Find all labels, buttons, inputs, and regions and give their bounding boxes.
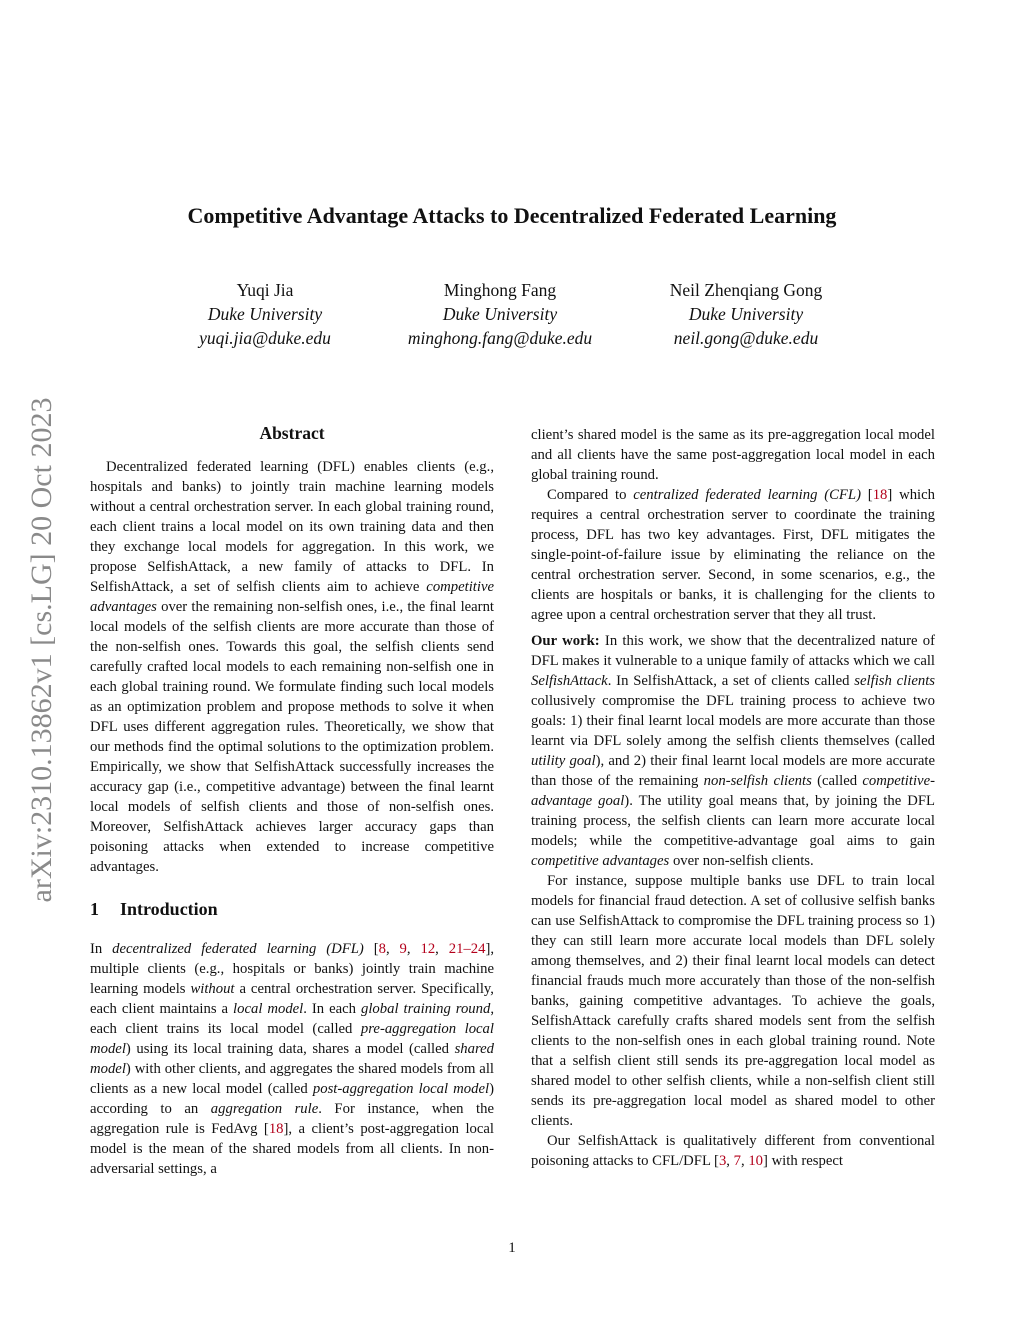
author-affiliation: Duke University <box>688 304 804 324</box>
left-column <box>90 423 494 1179</box>
author-affiliation: Duke University <box>442 304 558 324</box>
author-email[interactable]: minghong.fang@duke.edu <box>407 328 593 348</box>
author-3 <box>616 278 876 350</box>
author-name: Yuqi Jia <box>236 280 294 300</box>
author-1 <box>135 278 395 350</box>
citation-link[interactable]: 12 <box>420 941 436 957</box>
page-number: 1 <box>508 1240 516 1256</box>
paragraph: client’s shared model is the same as its pre-aggregation local model and all clients have the same post-aggregation local model in each global training round. <box>531 427 935 483</box>
citation-link[interactable]: 21–24 <box>448 941 486 957</box>
intro-paragraph: In decentralized federated learning (DFL) [8, 9, 12, 21–24], multiple clients (e.g., hospitals or banks) jointly train machine learning models without a central orchestration server. Specifically, each client maintains a local model. In each global training round, each client trains its local model (called pre-aggregation local model) using its local training data, shares a model (called shared model) with other clients, and aggregates the shared models from all clients as a new local model (called post-aggregation local model) according to an aggregation rule. For instance, when the aggregation rule is FedAvg [18], a client’s post-aggregation local model is the mean of the shared models from all clients. In non-adversarial settings, a <box>90 941 495 1177</box>
citation-link[interactable]: 18 <box>268 1121 284 1137</box>
author-name: Minghong Fang <box>443 280 557 300</box>
author-email[interactable]: neil.gong@duke.edu <box>673 328 819 348</box>
author-affiliation: Duke University <box>207 304 323 324</box>
citation-link[interactable]: 10 <box>748 1153 764 1169</box>
citation-link[interactable]: 18 <box>872 487 888 503</box>
paragraph: Compared to centralized federated learning (CFL) [18] which requires a central orchestration server to coordinate the training process, DFL has two key advantages. First, DFL mitigates the single-point-of-failure issue by eliminating the reliance on the central orchestration server. Second, in some scenarios, e.g., the clients are hospitals or banks, it is challenging for the clients to agree upon a central orchestration server that they all trust. <box>531 487 935 623</box>
paragraph: Our work: In this work, we show that the decentralized nature of DFL makes it vulnerable to a unique family of attacks which we call SelfishAttack. In SelfishAttack, a set of clients called selfish clients collusively compromise the DFL training process to achieve two goals: 1) their final learnt local models are more accurate than those learnt via DFL solely among the selfish clients themselves (called utility goal), and 2) their final learnt local models are more accurate than those of the remaining non-selfish clients (called competitive-advantage goal). The utility goal means that, by joining the DFL training process, the selfish clients can learn more accurate local models; while the competitive-advantage goal aims to gain competitive advantages over non-selfish clients. <box>531 633 935 869</box>
arxiv-stamp[interactable]: arXiv:2310.13862v1 [cs.LG] 20 Oct 2023 <box>25 397 58 903</box>
paragraph: Our SelfishAttack is qualitatively different from conventional poisoning attacks to CFL/DFL [3, 7, 10] with respect <box>531 1133 935 1169</box>
section-heading: 1 Introduction <box>90 899 218 919</box>
author-2 <box>370 278 630 350</box>
author-name: Neil Zhenqiang Gong <box>669 280 823 300</box>
citation-link[interactable]: 3 <box>718 1153 727 1169</box>
abstract-text: Decentralized federated learning (DFL) enables clients (e.g., hospitals and banks) to jointly train machine learning models without a central orchestration server. In each global training round, each client trains a local model on its own training data and then they exchange local models for aggregation. In this work, we propose SelfishAttack, a new family of attacks to DFL. In SelfishAttack, a set of selfish clients aim to achieve competitive advantages over the remaining non-selfish ones, i.e., the final learnt local models of the selfish clients are more accurate than those of the non-selfish ones. Towards this goal, the selfish clients send carefully crafted local models to each remaining non-selfish one in each global training round. We formulate finding such local models as an optimization problem and propose methods to solve it when DFL uses different aggregation rules. Theoretically, we show that our methods find the optimal solutions to the optimization problem. Empirically, we show that SelfishAttack successfully increases the accuracy gap (i.e., competitive advantage) between the final learnt local models of selfish clients and those of non-selfish ones. Moreover, SelfishAttack achieves larger accuracy gaps than poisoning attacks when extended to increase competitive advantages. <box>90 459 494 875</box>
paper-title: Competitive Advantage Attacks to Decentralized Federated Learning <box>187 203 837 228</box>
citation-link[interactable]: 9 <box>399 941 407 957</box>
right-column <box>531 425 935 1171</box>
runin-heading: Our work: <box>531 633 600 649</box>
paragraph: For instance, suppose multiple banks use DFL to train local models for financial fraud detection. A set of collusive selfish banks can use SelfishAttack to compromise the DFL training process so 1) they can still learn more accurate local models than DFL solely among themselves, and 2) their final learnt local models can detect financial frauds much more accurately than those of the non-selfish banks, gaining competitive advantages. To achieve the goals, SelfishAttack carefully crafts shared models sent from the selfish clients to the non-selfish ones in each global training round. Note that a selfish client still sends its pre-aggregation local model as shared model to other selfish clients, while a non-selfish client still sends its pre-aggregation local model as shared model to other clients. <box>531 873 935 1129</box>
abstract-heading: Abstract <box>259 423 325 443</box>
citation-link[interactable]: 7 <box>733 1153 741 1169</box>
citation-link[interactable]: 8 <box>378 941 386 957</box>
author-email[interactable]: yuqi.jia@duke.edu <box>199 328 331 348</box>
